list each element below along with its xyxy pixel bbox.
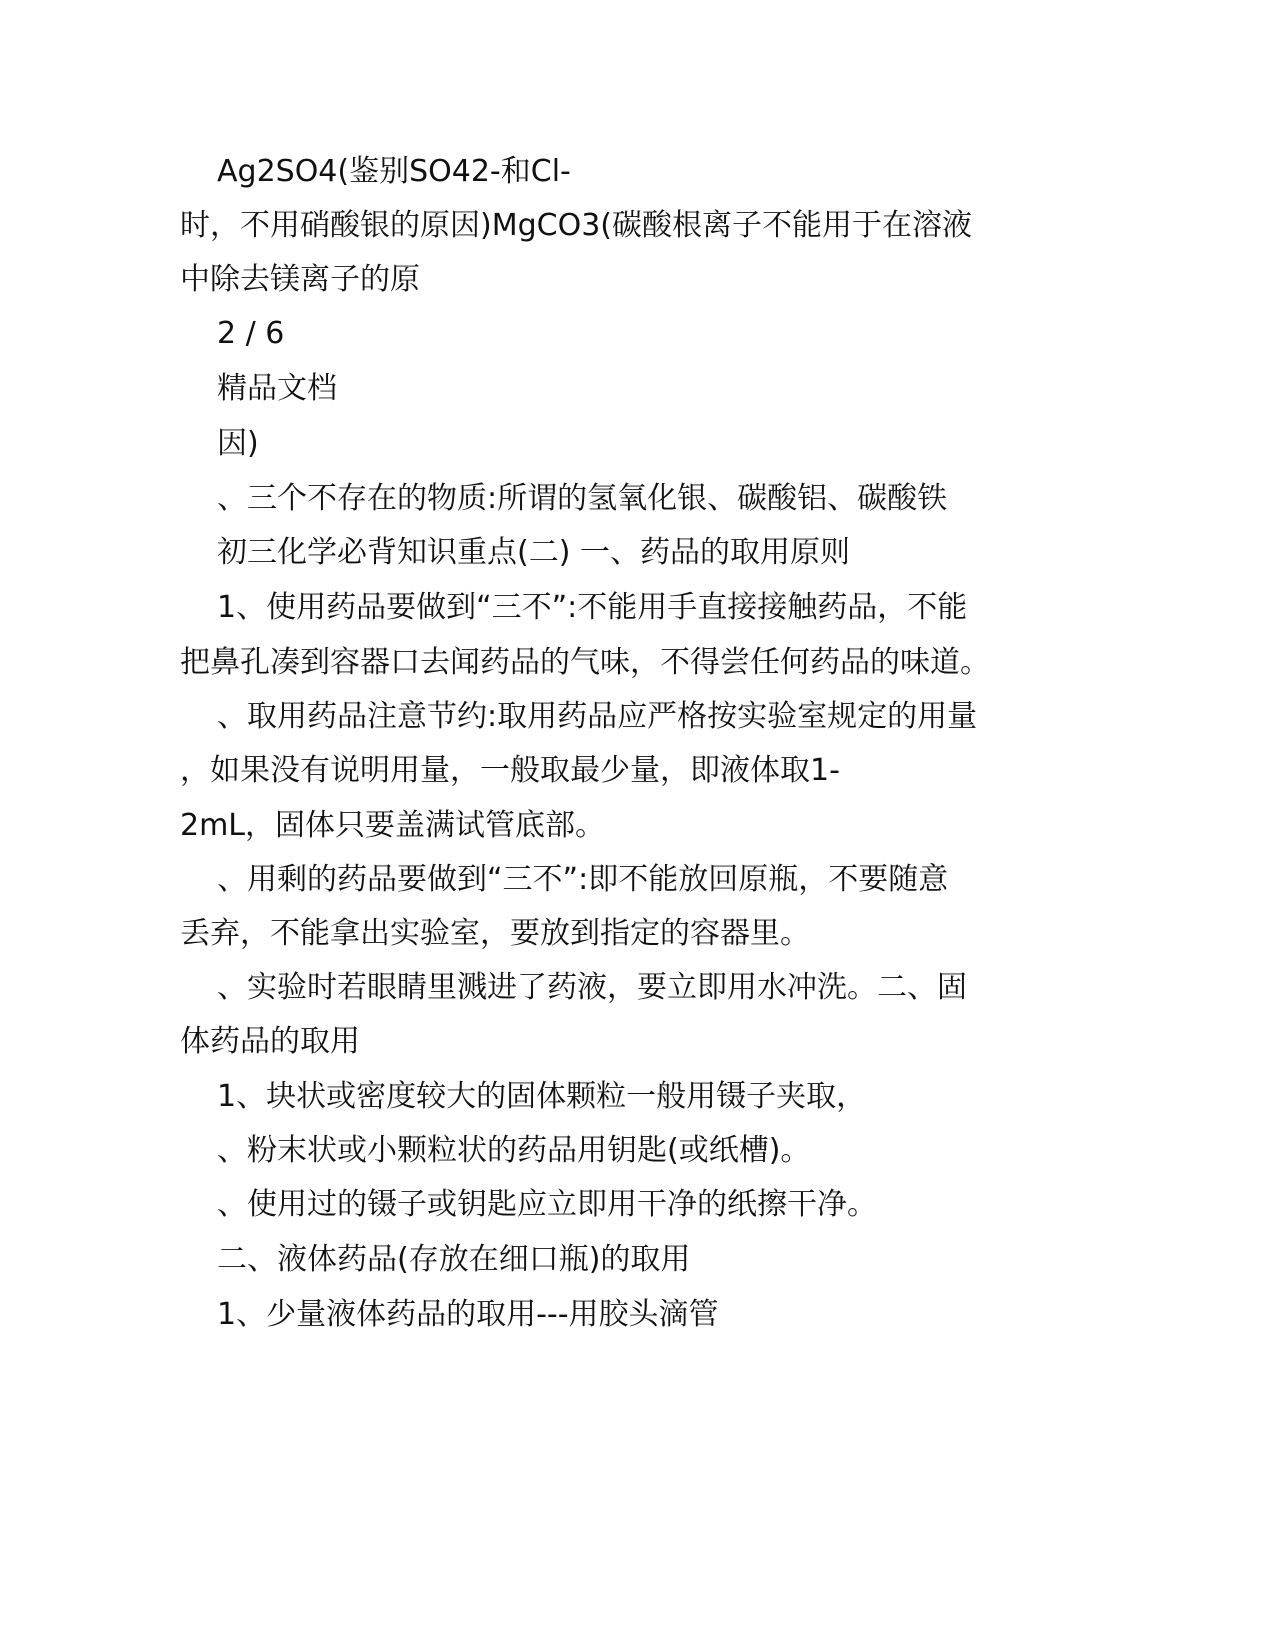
text-line: 、三个不存在的物质:所谓的氢氧化银、碳酸铝、碳酸铁 bbox=[217, 481, 948, 516]
document-label: 精品文档 bbox=[217, 371, 337, 406]
text-line: 、使用过的镊子或钥匙应立即用干净的纸擦干净。 bbox=[217, 1187, 877, 1222]
text-line: 体药品的取用 bbox=[180, 1024, 360, 1059]
text-line: 、粉末状或小颗粒状的药品用钥匙(或纸槽)。 bbox=[217, 1133, 811, 1168]
text-line: ，如果没有说明用量，一般取最少量，即液体取1- bbox=[180, 753, 840, 788]
text-line: 1、使用药品要做到“三不”:不能用手直接接触药品，不能 bbox=[217, 590, 968, 625]
text-line: 把鼻孔凑到容器口去闻药品的气味，不得尝任何药品的味道。 bbox=[180, 645, 990, 680]
text-line: 1、少量液体药品的取用---用胶头滴管 bbox=[217, 1297, 719, 1332]
text-line: 时，不用硝酸银的原因)MgCO3(碳酸根离子不能用于在溶液 bbox=[180, 208, 972, 243]
text-line: Ag2SO4(鉴别SO42-和Cl- bbox=[217, 154, 571, 189]
text-line: 2mL，固体只要盖满试管底部。 bbox=[180, 808, 606, 843]
text-line: 、用剩的药品要做到“三不”:即不能放回原瓶，不要随意 bbox=[217, 862, 949, 897]
section-heading: 二、液体药品(存放在细口瓶)的取用 bbox=[217, 1242, 691, 1277]
text-line: 因) bbox=[217, 426, 259, 461]
text-line: 、实验时若眼睛里溅进了药液，要立即用水冲洗。二、固 bbox=[217, 970, 967, 1005]
section-heading: 初三化学必背知识重点(二) 一、药品的取用原则 bbox=[217, 535, 850, 570]
text-line: 中除去镁离子的原 bbox=[180, 262, 420, 297]
text-line: 1、块状或密度较大的固体颗粒一般用镊子夹取， bbox=[217, 1079, 867, 1114]
page-number: 2 / 6 bbox=[217, 316, 285, 351]
text-line: 、取用药品注意节约:取用药品应严格按实验室规定的用量 bbox=[217, 699, 978, 734]
text-line: 丢弃，不能拿出实验室，要放到指定的容器里。 bbox=[180, 916, 810, 951]
